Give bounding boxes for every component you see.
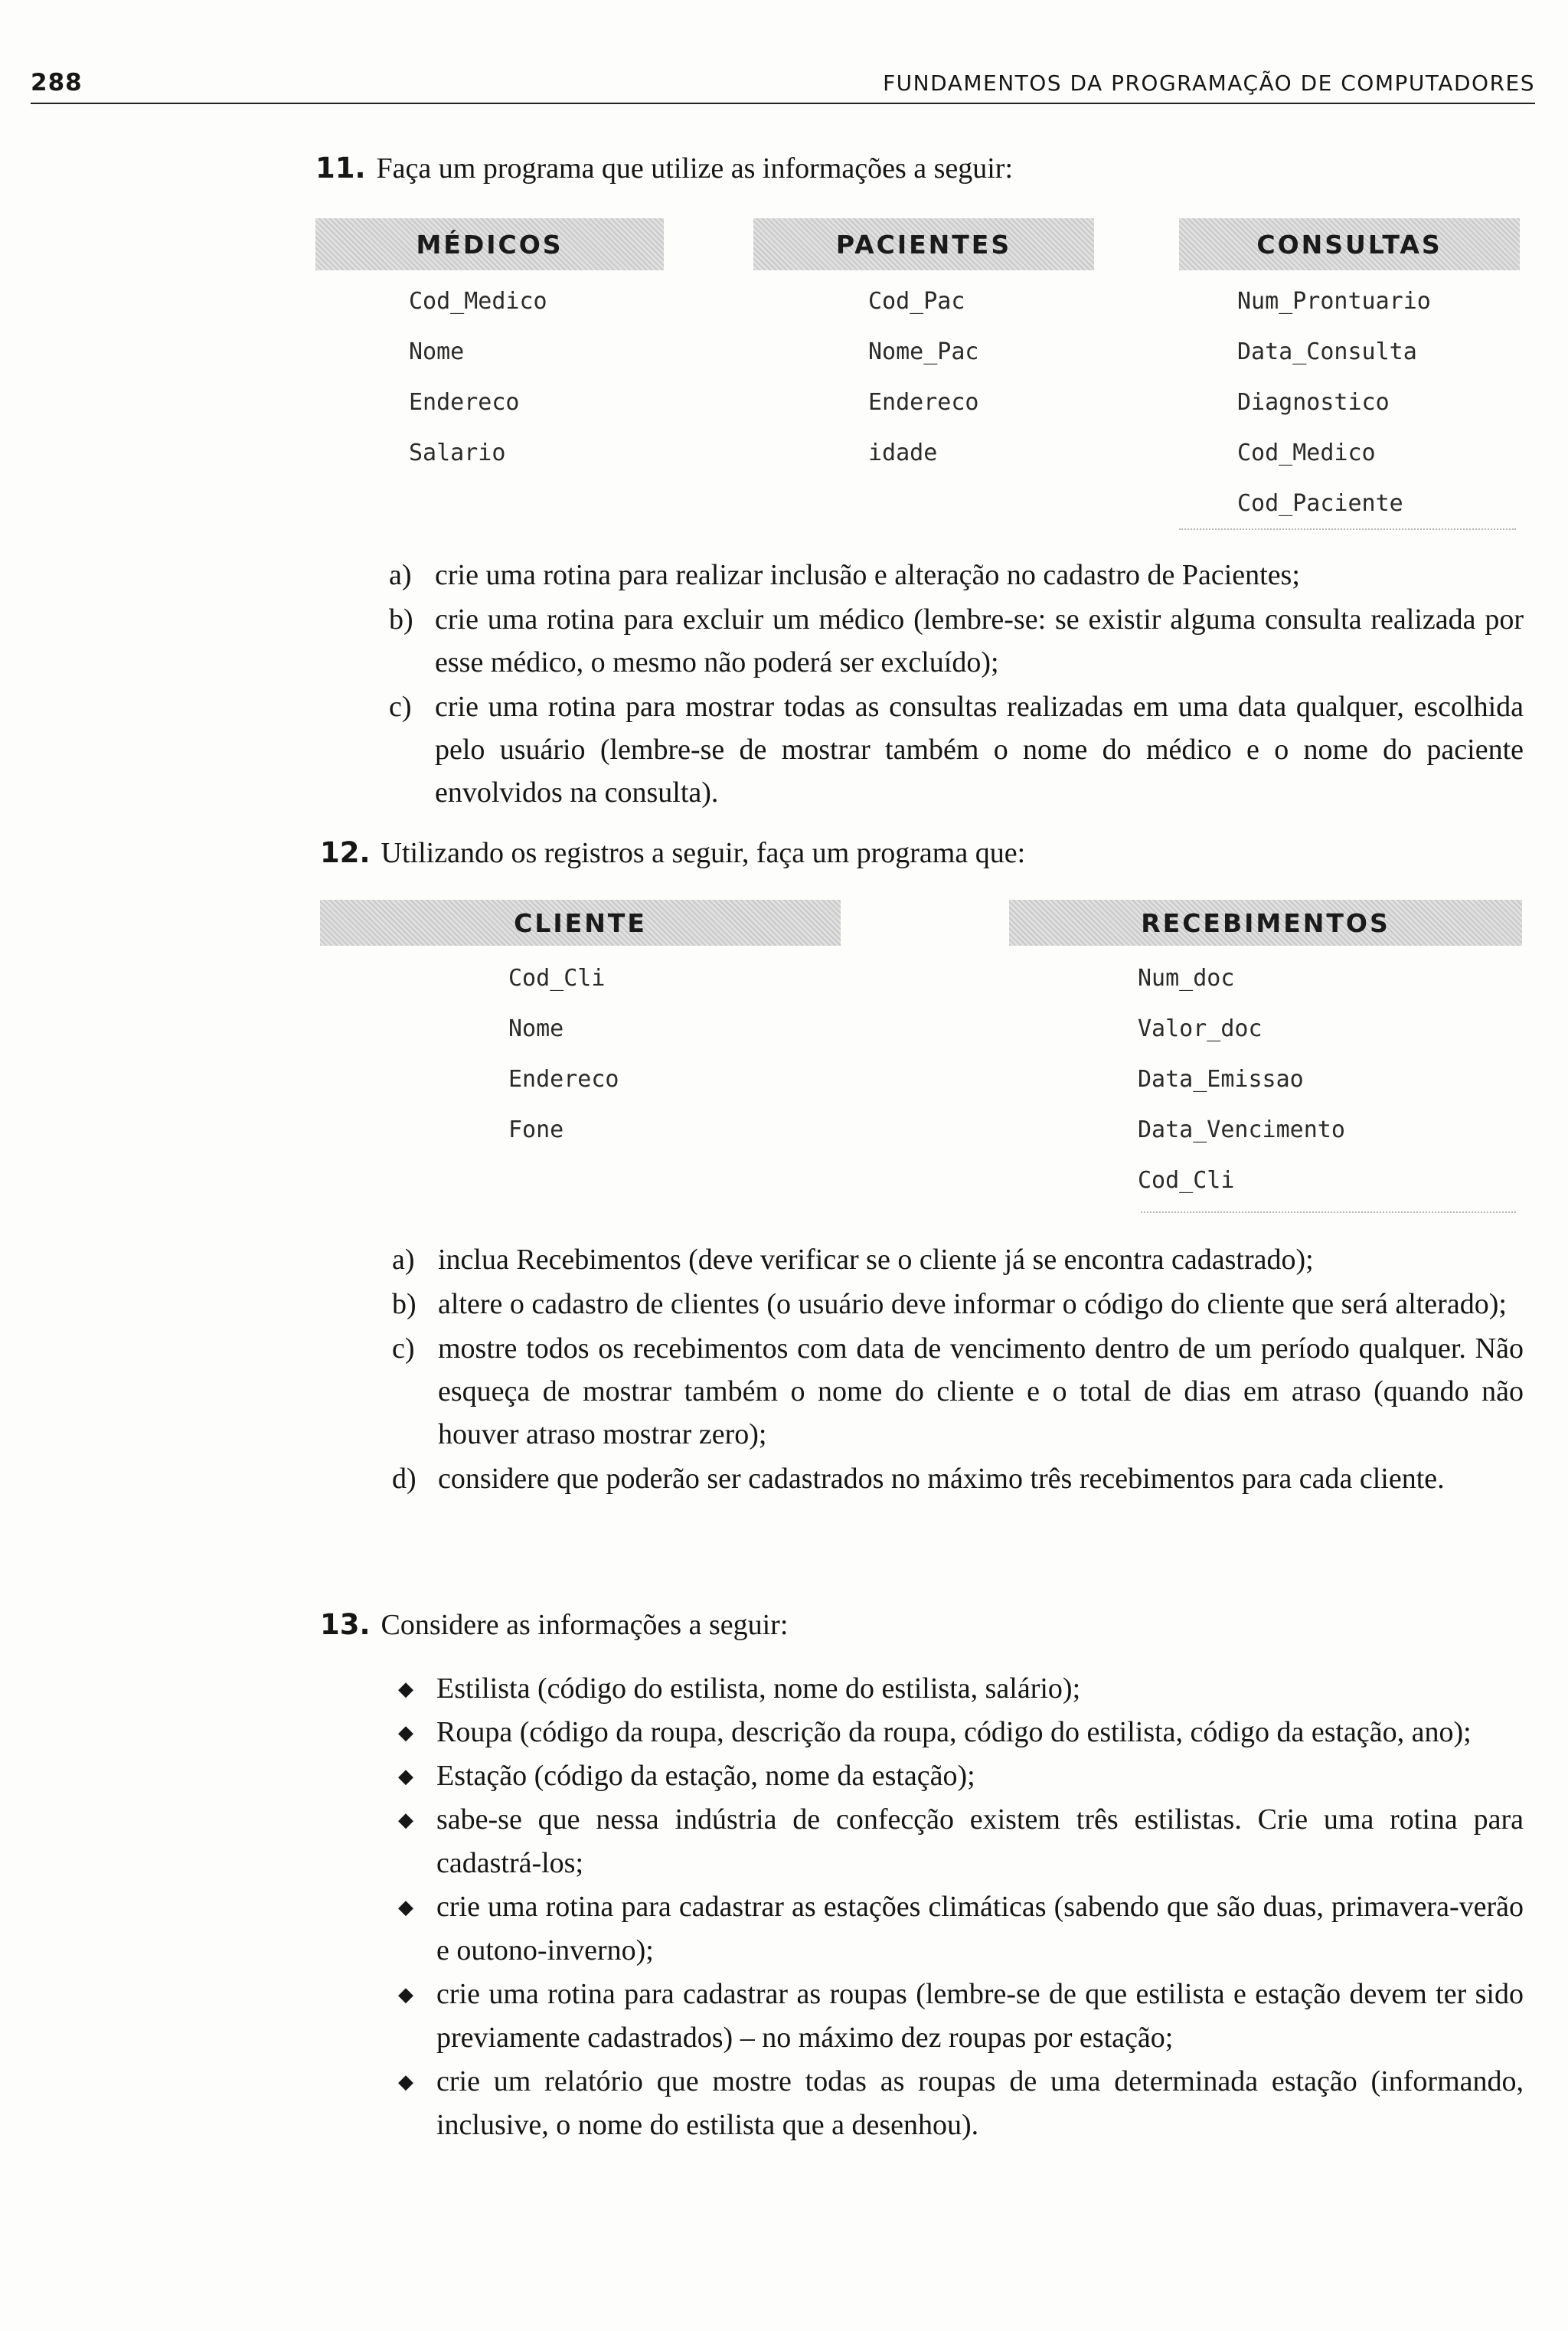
item-text: crie uma rotina para excluir um médico (lembre-se: se existir alguma consulta realizada por esse médico, o mesmo não poderá ser excluído);: [435, 603, 1524, 678]
item-label: b): [392, 1288, 416, 1320]
item-text: Estação (código da estação, nome da estação);: [436, 1760, 975, 1792]
item-text: Estilista (código do estilista, nome do estilista, salário);: [436, 1672, 1081, 1705]
field: Nome: [508, 1015, 564, 1042]
field: Cod_Cli: [1138, 1167, 1235, 1194]
item-label: a): [392, 1244, 415, 1276]
field: Data_Emissao: [1138, 1066, 1304, 1093]
record-consultas: [1179, 218, 1520, 529]
field: Nome_Pac: [868, 338, 979, 365]
item-label: c): [392, 1332, 415, 1365]
item-text: inclua Recebimentos (deve verificar se o cliente já se encontra cadastrado);: [438, 1244, 1314, 1276]
item-text: Roupa (código da roupa, descrição da roupa, código do estilista, código da estação, ano);: [436, 1716, 1472, 1748]
running-header: [31, 67, 1535, 104]
field-list: [409, 276, 664, 479]
list-item: [392, 1754, 1524, 1798]
item-label: d): [392, 1463, 416, 1495]
record-title: RECEBIMENTOS: [1009, 900, 1522, 946]
item-text: crie um relatório que mostre todas as roupas de uma determinada estação (informando, inclusive, o nome do estilista que a desenhou).: [436, 2065, 1524, 2141]
question-number: 11.: [315, 152, 366, 185]
field: Endereco: [508, 1066, 619, 1093]
record-divider: [1179, 528, 1516, 530]
question-13-bullets: [392, 1667, 1524, 2147]
list-item: [392, 1973, 1524, 2060]
field: Nome: [409, 338, 465, 365]
list-item: [389, 554, 1524, 597]
list-item: [392, 1798, 1524, 1885]
question-12-heading: [320, 836, 1025, 870]
field: idade: [868, 440, 938, 466]
field: Cod_Cli: [508, 965, 606, 992]
field-list: [868, 276, 1094, 479]
list-item: [392, 1327, 1524, 1456]
record-recebimentos: [1009, 900, 1522, 1206]
item-text: crie uma rotina para mostrar todas as consultas realizadas em uma data qualquer, escolhida pelo usuário (lembre-se de mostrar também o nome do médico e o nome do paciente envolvidos na consulta).: [435, 691, 1524, 809]
record-title: CLIENTE: [320, 900, 841, 946]
field: Num_Prontuario: [1237, 288, 1431, 315]
record-title: MÉDICOS: [315, 218, 664, 270]
field: Endereco: [409, 389, 520, 416]
item-text: crie uma rotina para cadastrar as estações climáticas (sabendo que são duas, primavera-verão e outono-inverno);: [436, 1891, 1524, 1966]
field: Salario: [409, 440, 506, 466]
item-text: mostre todos os recebimentos com data de vencimento dentro de um período qualquer. Não esqueça de mostrar também o nome do cliente e o total de dias em atraso (quando não houver atraso mostrar zero);: [438, 1332, 1524, 1450]
list-item: [389, 685, 1524, 814]
item-text: altere o cadastro de clientes (o usuário deve informar o código do cliente que será alterado);: [438, 1288, 1507, 1320]
field-list: [508, 953, 841, 1156]
question-prompt: Utilizando os registros a seguir, faça um programa que:: [381, 837, 1026, 869]
field: Cod_Pac: [868, 288, 965, 315]
list-item: [392, 1457, 1524, 1500]
diamond-bullet-icon: ◆: [398, 2071, 413, 2093]
field: Data_Vencimento: [1138, 1116, 1345, 1143]
list-item: [392, 1283, 1524, 1326]
diamond-bullet-icon: ◆: [398, 1721, 413, 1744]
diamond-bullet-icon: ◆: [398, 1983, 413, 2006]
question-number: 12.: [320, 836, 371, 869]
field-list: [1237, 276, 1520, 529]
record-title: PACIENTES: [753, 218, 1094, 270]
diamond-bullet-icon: ◆: [398, 1809, 413, 1831]
field: Cod_Medico: [1237, 440, 1376, 466]
question-13-heading: [320, 1608, 788, 1642]
question-number: 13.: [320, 1608, 371, 1641]
question-11-heading: [315, 152, 1013, 185]
item-text: sabe-se que nessa indústria de confecção existem três estilistas. Crie uma rotina para cadastrá-los;: [436, 1803, 1524, 1879]
field: Fone: [508, 1116, 564, 1143]
question-11-items: [389, 554, 1524, 816]
field-list: [1138, 953, 1522, 1206]
diamond-bullet-icon: ◆: [398, 1765, 413, 1787]
field: Num_doc: [1138, 965, 1235, 992]
field: Cod_Medico: [409, 288, 547, 315]
question-prompt: Considere as informações a seguir:: [381, 1609, 789, 1641]
question-12-items: [392, 1238, 1524, 1502]
field: Data_Consulta: [1237, 338, 1417, 365]
item-label: c): [389, 691, 412, 723]
field: Endereco: [868, 389, 979, 416]
list-item: [392, 1238, 1524, 1281]
field: Cod_Paciente: [1237, 490, 1403, 517]
field: Diagnostico: [1237, 389, 1390, 416]
list-item: [389, 598, 1524, 684]
list-item: [392, 1885, 1524, 1973]
book-title: FUNDAMENTOS DA PROGRAMAÇÃO DE COMPUTADORES: [883, 70, 1535, 96]
question-prompt: Faça um programa que utilize as informações a seguir:: [376, 152, 1014, 185]
field: Valor_doc: [1138, 1015, 1263, 1042]
item-label: b): [389, 603, 413, 636]
record-pacientes: [753, 218, 1094, 479]
diamond-bullet-icon: ◆: [398, 1678, 413, 1700]
list-item: [392, 1667, 1524, 1711]
item-text: crie uma rotina para realizar inclusão e alteração no cadastro de Pacientes;: [435, 559, 1300, 591]
record-title: CONSULTAS: [1179, 218, 1520, 270]
item-text: crie uma rotina para cadastrar as roupas (lembre-se de que estilista e estação devem ter sido previamente cadastrados) – no máximo dez roupas por estação;: [436, 1978, 1524, 2054]
list-item: [392, 2060, 1524, 2147]
record-divider: [1141, 1211, 1516, 1213]
diamond-bullet-icon: ◆: [398, 1896, 413, 1918]
item-label: a): [389, 559, 412, 591]
item-text: considere que poderão ser cadastrados no máximo três recebimentos para cada cliente.: [438, 1463, 1445, 1495]
record-medicos: [315, 218, 664, 479]
page-number: 288: [31, 69, 83, 96]
record-cliente: [320, 900, 841, 1156]
list-item: [392, 1711, 1524, 1754]
